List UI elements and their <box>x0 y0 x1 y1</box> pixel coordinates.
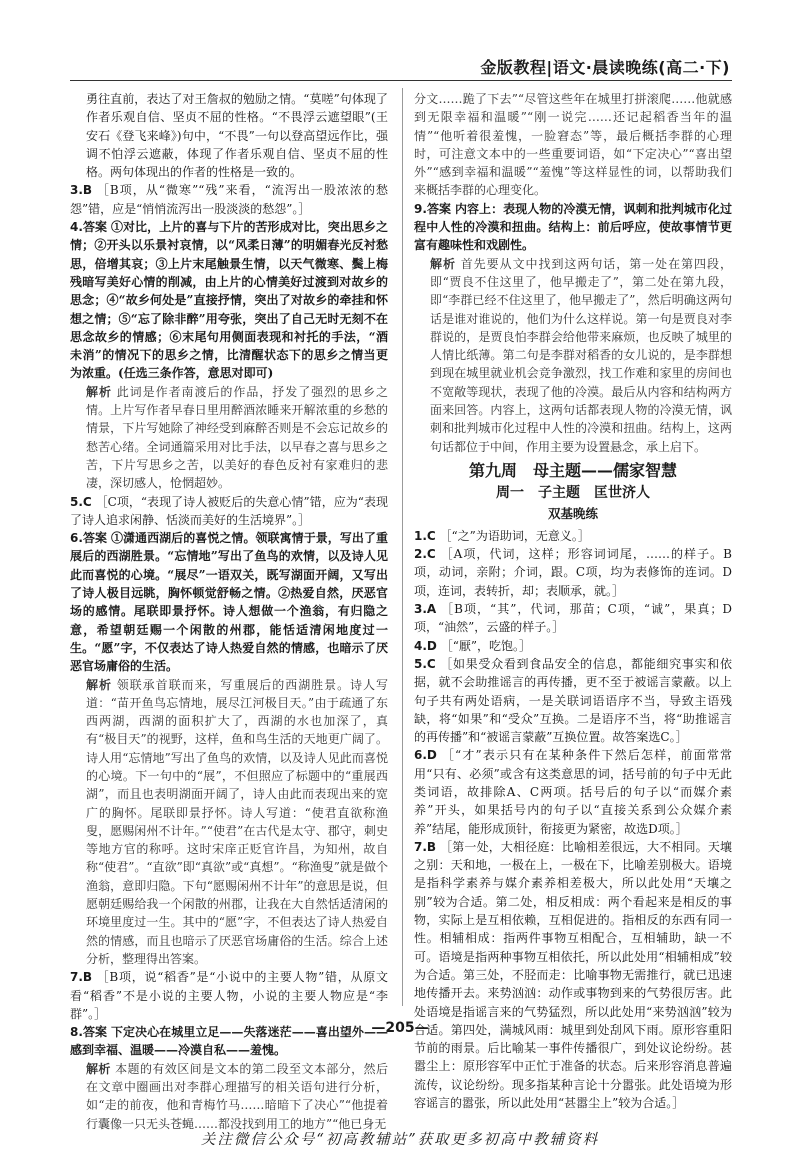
page-header: 金版教程|语文·晨读晚练(高二·下) <box>480 58 730 77</box>
paragraph: 分文……跪了下去”“尽管这些年在城里打拼滚爬……他就感到无限幸福和温暖”“刚一说完……还记起稻香当年的温情”“他听着很羞愧，一脸窘态”等，最后概括李群的心理时，可注意文本中的一些重要词语，如“下定决心”“喜出望外”“感到幸福和温暖”“羞愧”等这样显性的词，以帮助我们来概括李群的心理变化。 <box>414 92 732 198</box>
analysis-8: 解析 本题的有效区间是文本的第二段至文本部分，然后在文章中圈画出对李群心理描写的相关语句进行分析，如“走的前夜，他和青梅竹马……暗暗下了决心”“他提着行囊像一只无头苍蝇……都没找到用工的地方”“他已身无 <box>86 1061 388 1131</box>
answer-item-3: 3.B ［B项，从“微寒”“残”来看，“流泻出一股浓浓的愁怨”错，应是“悄悄流泻出一股淡淡的愁怨”。］ <box>70 183 388 216</box>
right-column <box>414 90 732 1112</box>
day-title: 周一 子主题 匡世济人 <box>496 485 650 502</box>
footer-note: 关注微信公众号“初高教辅站”获取更多初高中教辅资料 <box>200 1132 600 1148</box>
header-rule <box>70 80 732 81</box>
analysis-4: 解析 此词是作者南渡后的作品，抒发了强烈的思乡之情。上片写作者早春日里用醉酒浓睡来开解浓重的乡愁的情景，下片写她除了神经受到麻醉否则是不会忘记故乡的愁苦心绪。全词通篇采用对比手法，以早春之喜与思乡之苦，下片写思乡之苦，以美好的春色反衬有家难归的悲凄，深切感人，怆惘超妙。 <box>86 384 388 491</box>
list-item: 3.A ［B项，“其”，代词，那苗；C项，“诚”，果真；D项，“油然”，云盛的样子。］ <box>414 602 732 635</box>
answer-item-6: 6.答案 ①潇通西湖后的喜悦之情。领联寓情于景，写出了重展后的西湖胜景。“忘情地”写出了鱼鸟的欢情，以及诗人见此而喜悦的心境。“展尽”一语双关，既写湖面开阔，又写出了诗人极目远眺，胸怀顿觉舒畅之情。②热爱自然，厌恶官场的感情。尾联即景抒怀。诗人想做一个渔翁，有归隐之意，希望朝廷赐一个闲散的州郡，能恬适清闲地度过一生。“愿”字，不仅表达了诗人热爱自然的情感，也暗示了厌恶官场庸俗的生活。 <box>70 531 388 674</box>
list-item: 1.C ［“之”为语助词，无意义。］ <box>414 528 590 543</box>
left-column <box>70 90 388 1133</box>
answer-item-8: 8.答案 下定决心在城里立足——失落迷茫——喜出望外——感到幸福、温暖——冷漠自私——羞愧。 <box>70 1025 388 1058</box>
column-divider <box>402 88 403 1006</box>
list-item: 6.D ［“才”表示只有在某种条件下然后怎样，前面常常用“只有、必须”或含有这类意思的词，括号前的句子中无此类词语，故排除A、C两项。括号后的句子以“而媒介素养”开头，如果括号内的句子以“直接关系到公众媒介素养”结尾，能形成顶针，衔接更为紧密，故选D项。］ <box>414 748 732 836</box>
analysis-9: 解析 首先要从文中找到这两句话，第一处在第四段，即“贾良不住这里了，他早搬走了”，第二处在第九段，即“李群已经不住这里了，他早搬走了”，然后明确这两句话是谁对谁说的，他们为什么这样说。第一句是贾良对李群说的，是贾良怕李群会给他带来麻烦，也反映了城里的人情比纸薄。第二句是李群对稻香的女儿说的，是李群想到现在城里就业机会竞争激烈，找工作难和家里的房间也不宽敞等现状，表现了他的冷漠。最后从内容和结构两方面来回答。内容上，这两句话都表现人物的冷漠无情，讽刺和批判城市化过程中人性的冷漠和扭曲。结构上，这两句话都位于中间，作用主要为设置悬念，承上启下。 <box>430 256 732 454</box>
page-number: —205— <box>371 1020 429 1036</box>
week-title: 第九周 母主题——儒家智慧 <box>468 460 677 480</box>
practice-title: 双基晚练 <box>547 505 598 521</box>
paragraph: 勇往直前，表达了对王詹叔的勉励之情。“莫嗟”句体现了作者乐观自信、坚贞不屈的性格。“不畏浮云遮望眼”(王安石《登飞来峰》)句中，“不畏”一句以登高望远作比，强调不怕浮云遮蔽，体现了作者乐观自信、坚贞不屈的性格。两句体现出的作者的性格是一致的。 <box>86 92 388 180</box>
answer-item-9: 9.答案 内容上：表现人物的冷漠无情，讽刺和批判城市化过程中人性的冷漠和扭曲。结构上：前后呼应，使故事情节更富有趣味性和戏剧性。 <box>414 201 732 253</box>
analysis-6: 解析 领联承首联而来，写重展后的西湖胜景。诗人写道：“苗开鱼鸟忘情地，展尽江河极目天。”由于疏通了东西两湖，西湖的面积扩大了，西湖的水也加深了，真有“极目天”的视野，这样，鱼和鸟生活的天地更广阔了。诗人用“忘情地”写出了鱼鸟的欢情，以及诗人见此而喜悦的心境。下一句中的“展”，不但照应了标题中的“重展西湖”，而且也表明湖面开阔了，诗人由此而表现出来的宽广的胸怀。尾联即景抒怀。诗人写道：“使君直欲称渔叟，愿赐闲州不计年。”“使君”在古代是太守、郡守，刺史等地方官的称呼。这时宋庠正贬官许昌，为知州，故自称“使君”。“直欲”即“真欲”或“真想”。“称渔叟”就是做个渔翁，意即归隐。下句“愿赐闲州不计年”的意思是说，但愿朝廷赐给我一个闲散的州郡，让我在大自然恬适清闲的环境里度过一生。其中的“愿”字，不但表达了诗人热爱自然的情感，而且也暗示了厌恶官场庸俗的生活。综合上述分析，整理得出答案。 <box>86 677 388 966</box>
answer-item-5: 5.C ［C项，“表现了诗人被贬后的失意心情”错，应为“表现了诗人追求闲静、恬淡而美好的生活境界”。］ <box>70 494 388 527</box>
list-item: 7.B ［第一处，大相径庭：比喻相差很远，大不相同。天壤之别：天和地，一极在上，一极在下，比喻差别极大。语境是指科学素养与媒介素养相差极大，所以此处用“天壤之别”较为合适。第二处，相反相成：两个看起来是相反的事物，实际上是互相依赖，互相促进的。指相反的东西有同一性。相辅相成：指两件事物互相配合，互相辅助，缺一不可。语境是指两种事物互相依托，所以此处用“相辅相成”较为合适。第三处，不胫而走：比喻事物无需推行，就已迅速地传播开去。来势汹汹：动作或事物到来的气势很厉害。此处语境是指谣言来的气势猛烈，所以此处用“来势汹汹”较为合适。第四处，满城风雨：城里到处刮风下雨。原形容重阳节前的雨景。后比喻某一事件传播很广，到处议论纷纷。甚嚣尘上：原形容军中正忙于准备的状态。后来形容消息普遍流传，议论纷纷。现多指某种言论十分嚣张。此处语境为形容谣言的嚣张，所以此处用“甚嚣尘上”较为合适。］ <box>414 839 732 1111</box>
answer-item-4: 4.答案 ①对比，上片的喜与下片的苦形成对比，突出思乡之情；②开头以乐景衬哀情，以“风柔日薄”的明媚春光反衬愁思，倍增其哀；③上片末尾触景生情，以天气微寒、鬓上梅残暗写美好心情的削减，由上片的心情美好过渡到对故乡的思念；④“故乡何处是”直接抒情，突出了对故乡的牵挂和怀想之情；⑤“忘了除非醉”用夸张，突出了自己无时无刻不在思念故乡的情感；⑥末尾句用侧面表现和衬托的手法，“酒未消”的情况下的思乡之情，比清醒状态下的思乡之情当更为浓重。(任选三条作答，意思对即可) <box>70 220 388 381</box>
list-item: 2.C ［A项，代词，这样；形容词词尾，……的样子。B项，动词，亲附；介词，跟。C项，均为表修饰的连词。D项，连词，表转折，却；表顺承，就。］ <box>414 547 732 598</box>
answer-item-7: 7.B ［B项，说“稻香”是“小说中的主要人物”错，从原文看“稻香”不是小说的主要人物，小说的主要人物应是“李群”。］ <box>70 970 388 1021</box>
list-item: 4.D ［“厭”，吃饱。］ <box>414 638 531 653</box>
list-item: 5.C ［如果受众看到食品安全的信息，都能细究事实和依据，就不会助推谣言的再传播，更不至于被谣言蒙蔽。以上句子共有两处语病，一是关联词语语序不当，导致主语残缺，将“如果”和“受众”互换。二是语序不当，将“助推谣言的再传播”和“被谣言蒙蔽”互换位置。故答案选C。］ <box>414 656 732 745</box>
